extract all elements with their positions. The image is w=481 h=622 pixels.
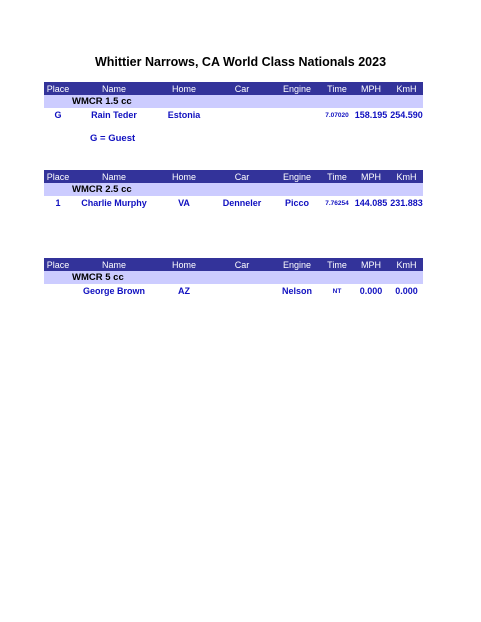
guest-note: G = Guest [90,133,136,144]
table-row [44,284,423,298]
header-place: Place [46,83,70,94]
header-car: Car [234,171,250,182]
cell-time: NT [332,287,342,295]
cell-mph: 158.195 [354,110,388,120]
table-header [44,82,423,95]
cell-name: George Brown [82,286,145,296]
header-engine: Engine [282,83,312,94]
header-time: Time [327,171,347,182]
cell-home: VA [178,198,190,208]
header-car: Car [234,83,250,94]
results-table-wmcr-1-5 [44,82,423,122]
header-time: Time [327,83,347,94]
results-table-wmcr-2-5 [44,170,423,210]
cell-place: 1 [55,198,61,208]
cell-place: G [54,110,62,120]
cell-time: 7.07020 [325,111,349,119]
results-table-wmcr-5 [44,258,423,298]
header-car: Car [234,259,250,270]
cell-kmh: 0.000 [395,286,418,296]
cell-mph: 0.000 [359,286,383,296]
cell-home: Estonia [167,110,201,120]
cell-engine: Picco [284,198,309,208]
cell-engine: Nelson [281,286,312,296]
header-kmh: KmH [396,171,417,182]
cell-kmh: 231.883 [390,198,423,208]
cell-car: Denneler [222,198,262,208]
header-home: Home [171,259,196,270]
category-label: WMCR 1.5 cc [44,95,423,108]
table-header [44,258,423,271]
header-place: Place [46,171,70,182]
cell-name: Rain Teder [91,110,137,120]
header-home: Home [171,83,196,94]
table-header [44,170,423,183]
header-engine: Engine [282,259,312,270]
table-row [44,196,423,210]
category-label: WMCR 2.5 cc [44,183,423,196]
cell-home: AZ [178,286,190,296]
header-name: Name [101,259,126,270]
header-mph: MPH [361,83,381,94]
header-place: Place [46,259,70,270]
cell-kmh: 254.590 [390,110,423,120]
header-name: Name [101,171,126,182]
header-mph: MPH [361,259,381,270]
cell-time: 7.76254 [325,199,349,207]
header-home: Home [171,171,196,182]
page-title: Whittier Narrows, CA World Class Nationals 2023 [94,55,387,69]
cell-name: Charlie Murphy [81,198,147,208]
header-kmh: KmH [396,83,417,94]
category-label: WMCR 5 cc [44,271,423,284]
header-kmh: KmH [396,259,417,270]
cell-mph: 144.085 [354,198,388,208]
header-time: Time [327,259,347,270]
table-row [44,108,423,122]
header-mph: MPH [361,171,381,182]
header-engine: Engine [282,171,312,182]
header-name: Name [101,83,126,94]
